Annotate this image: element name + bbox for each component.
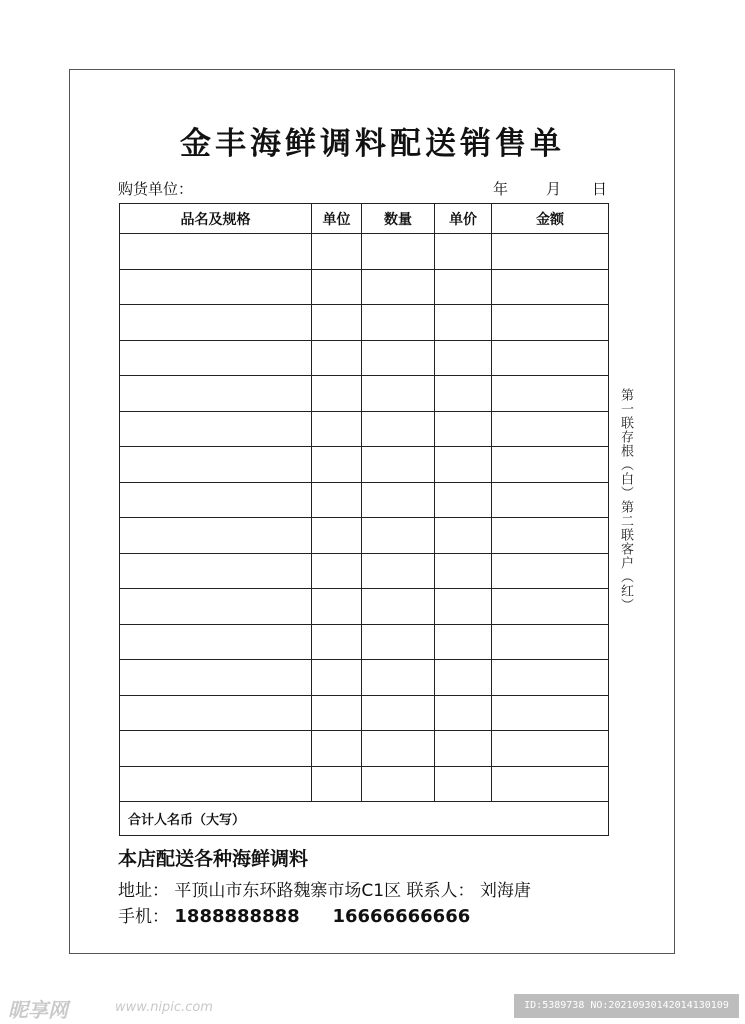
table-row	[120, 766, 609, 802]
table-row	[120, 234, 609, 270]
table-row	[120, 695, 609, 731]
table-cell	[312, 340, 362, 376]
table-row	[120, 340, 609, 376]
table-cell	[435, 624, 492, 660]
table-row	[120, 305, 609, 341]
table-row	[120, 447, 609, 483]
table-cell	[492, 553, 609, 589]
table-cell	[362, 660, 435, 696]
table-cell	[435, 447, 492, 483]
table-cell	[362, 589, 435, 625]
table-cell	[312, 624, 362, 660]
table-cell	[120, 553, 312, 589]
table-cell	[312, 660, 362, 696]
table-cell	[435, 731, 492, 767]
table-cell	[312, 447, 362, 483]
table-cell	[120, 234, 312, 270]
table-cell	[120, 518, 312, 554]
table-cell	[120, 624, 312, 660]
table-cell	[120, 766, 312, 802]
sales-table	[119, 203, 609, 836]
table-cell	[120, 340, 312, 376]
table-cell	[362, 731, 435, 767]
date-month-label: 月	[546, 180, 562, 198]
buyer-label: 购货单位：	[118, 180, 194, 198]
table-cell	[120, 305, 312, 341]
table-cell	[120, 589, 312, 625]
table-row	[120, 411, 609, 447]
table-cell	[362, 234, 435, 270]
table-cell	[435, 411, 492, 447]
table-cell	[362, 518, 435, 554]
watermark-url: www.nipic.com	[115, 1000, 213, 1015]
table-cell	[492, 731, 609, 767]
table-cell	[435, 482, 492, 518]
phone-line	[118, 902, 470, 927]
table-cell	[492, 269, 609, 305]
table-row	[120, 269, 609, 305]
header-quantity: 数量	[362, 204, 435, 234]
table-cell	[312, 305, 362, 341]
date-day-label: 日	[592, 180, 608, 198]
table-cell	[120, 411, 312, 447]
table-cell	[492, 447, 609, 483]
table-cell	[312, 695, 362, 731]
table-cell	[435, 269, 492, 305]
table-row	[120, 518, 609, 554]
watermark-id: ID:5389738 NO:20210930142014130109	[514, 994, 739, 1018]
table-row	[120, 589, 609, 625]
table-cell	[312, 269, 362, 305]
total-row	[120, 802, 609, 836]
header-unit-price: 单价	[435, 204, 492, 234]
table-cell	[492, 589, 609, 625]
table-cell	[362, 624, 435, 660]
table-row	[120, 624, 609, 660]
table-cell	[120, 695, 312, 731]
table-row	[120, 660, 609, 696]
table-cell	[362, 553, 435, 589]
header-amount: 金额	[492, 204, 609, 234]
table-cell	[435, 518, 492, 554]
table-cell	[362, 340, 435, 376]
table-cell	[120, 660, 312, 696]
service-text: 本店配送各种海鲜调料	[118, 848, 309, 870]
table-cell	[492, 518, 609, 554]
table-cell	[120, 269, 312, 305]
table-cell	[120, 731, 312, 767]
table-row	[120, 731, 609, 767]
header-unit: 单位	[312, 204, 362, 234]
table-cell	[492, 482, 609, 518]
address-line: 地址： 平顶山市东环路魏寨市场C1区 联系人： 刘海唐	[118, 881, 531, 901]
table-cell	[120, 482, 312, 518]
table-cell	[312, 234, 362, 270]
table-cell	[120, 447, 312, 483]
table-row	[120, 376, 609, 412]
table-cell	[312, 482, 362, 518]
table-cell	[362, 376, 435, 412]
table-cell	[435, 376, 492, 412]
table-header-row	[120, 204, 609, 234]
phone-number-2: 16666666666	[332, 906, 471, 927]
table-cell	[435, 589, 492, 625]
form-title: 金丰海鲜调料配送销售单	[180, 126, 565, 162]
table-cell	[492, 340, 609, 376]
table-cell	[492, 695, 609, 731]
total-label: 合计人名币（大写）	[120, 802, 609, 836]
watermark-bar	[0, 990, 745, 1024]
table-row	[120, 553, 609, 589]
table-cell	[435, 234, 492, 270]
table-cell	[312, 553, 362, 589]
table-cell	[492, 660, 609, 696]
table-cell	[362, 766, 435, 802]
table-cell	[312, 731, 362, 767]
table-cell	[362, 269, 435, 305]
table-cell	[435, 340, 492, 376]
table-cell	[362, 482, 435, 518]
table-cell	[120, 376, 312, 412]
phone-label: 手机：	[118, 907, 169, 927]
table-cell	[312, 766, 362, 802]
table-cell	[362, 305, 435, 341]
table-cell	[312, 589, 362, 625]
table-cell	[435, 695, 492, 731]
table-cell	[312, 376, 362, 412]
table-cell	[492, 305, 609, 341]
table-cell	[312, 518, 362, 554]
date-year-label: 年	[493, 180, 509, 198]
table-cell	[312, 411, 362, 447]
table-cell	[362, 695, 435, 731]
table-cell	[492, 234, 609, 270]
table-cell	[492, 411, 609, 447]
table-cell	[362, 411, 435, 447]
watermark-logo: 昵享网	[8, 998, 68, 1022]
table-cell	[435, 553, 492, 589]
table-cell	[435, 305, 492, 341]
table-cell	[362, 447, 435, 483]
table-cell	[492, 766, 609, 802]
table-row	[120, 482, 609, 518]
table-cell	[492, 376, 609, 412]
table-cell	[492, 624, 609, 660]
copy-note: 第一联存根（白）第二联客户（红）	[618, 388, 633, 612]
table-cell	[435, 766, 492, 802]
phone-number-1: 1888888888	[174, 906, 300, 927]
table-cell	[435, 660, 492, 696]
header-item-spec: 品名及规格	[120, 204, 312, 234]
